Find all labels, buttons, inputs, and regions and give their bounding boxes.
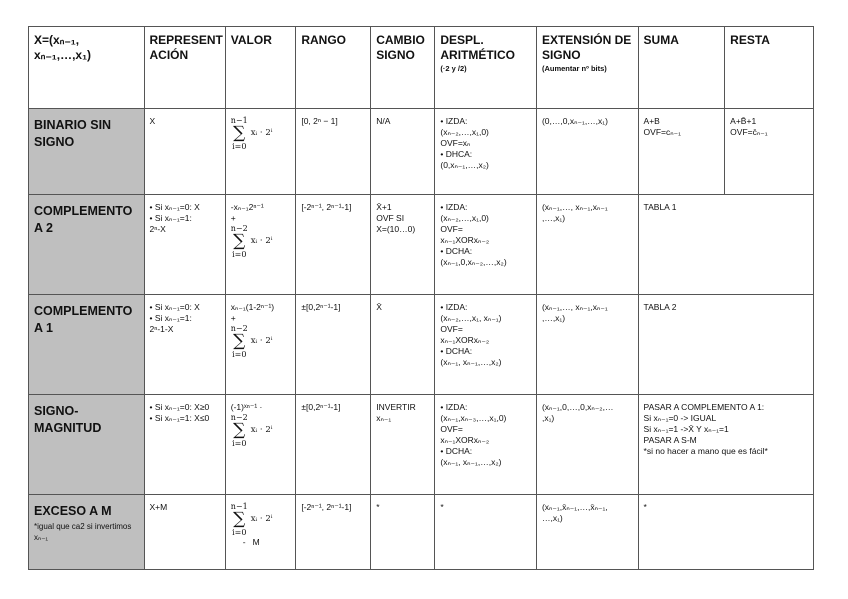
header-desplazamiento-sub: (·2 y /2): [440, 64, 467, 73]
cell-desplazamiento: [435, 195, 537, 295]
sum-lower: i=0: [232, 439, 247, 448]
suma-resta-line: *si no hacer a mano que es fácil*: [643, 446, 768, 456]
cell-suma-resta: [638, 395, 813, 495]
suma-line: OVF=cₙ₋₁: [643, 127, 681, 137]
header-desplazamiento: DESPL. ARITMÉTICO (·2 y /2): [435, 27, 537, 109]
despl-line: OVF=: [440, 424, 463, 434]
sum-expression: xᵢ · 2ⁱ: [250, 128, 273, 138]
row-name: SIGNO-MAGNITUD: [34, 404, 102, 435]
suma-resta-line: PASAR A S-M: [643, 435, 697, 445]
cambio-line: X̄+1: [376, 202, 392, 212]
valor-pre-line: +: [230, 313, 236, 323]
header-cambio-signo: CAMBIO SIGNO: [371, 27, 435, 109]
table-row: [29, 395, 814, 495]
row-name: COMPLEMENTO A 1: [34, 304, 133, 335]
summation-symbol: [231, 413, 248, 448]
sum-lower: i=0: [232, 142, 247, 151]
rango-value: [-2ⁿ⁻¹, 2ⁿ⁻¹-1]: [301, 202, 352, 212]
summation: [231, 116, 291, 151]
repr-line: • Si xₙ₋₁=0: X: [149, 202, 200, 212]
sum-lower: i=0: [232, 250, 247, 259]
despl-line: (xₙ₋₂,…,x₁,0): [440, 213, 489, 223]
row-label: [29, 495, 145, 570]
sigma-icon: ∑: [233, 231, 246, 251]
despl-line: (xₙ₋₂,…,x₁, xₙ₋₁): [440, 313, 502, 323]
cambio-line: INVERTIR: [376, 402, 416, 412]
cell-representacion: [144, 395, 225, 495]
cell-desplazamiento: [435, 395, 537, 495]
cell-cambio-signo: [371, 109, 435, 195]
resta-line: A+B̄+1: [730, 116, 757, 126]
representation-table: [28, 26, 814, 570]
ext-line: …,x₁): [541, 513, 563, 523]
despl-line: (xₙ₋₁,0,xₙ₋₂,…,x₂): [440, 257, 507, 267]
valor-pre-line: +: [230, 213, 236, 223]
ext-line: (xₙ₋₁,x̄ₙ₋₁,…,x̄ₙ₋₁,: [541, 502, 608, 512]
repr-line: 2ⁿ-1-X: [149, 324, 174, 334]
row-label: [29, 395, 145, 495]
row-name: BINARIO SIN SIGNO: [34, 118, 112, 149]
cambio-line: X=(10…0): [376, 224, 416, 234]
despl-line: • IZDA:: [440, 116, 468, 126]
despl-line: • IZDA:: [440, 402, 468, 412]
rango-value: ±[0,2ⁿ⁻¹-1]: [301, 302, 341, 312]
despl-line: • DHCA:: [440, 149, 473, 159]
ext-line: ,…,x₁): [541, 313, 566, 323]
suma-resta-value: TABLA 1: [643, 202, 677, 212]
sum-upper: n−1: [230, 502, 248, 511]
sigma-icon: ∑: [233, 331, 246, 351]
summation: [231, 502, 291, 537]
summation-symbol: [231, 224, 248, 259]
cell-suma-resta: [638, 495, 813, 570]
cell-rango: [296, 495, 371, 570]
cell-extension: [536, 195, 638, 295]
repr-line: • Si xₙ₋₁=0: X≥0: [149, 402, 210, 412]
cambio-line: OVF SI: [376, 213, 405, 223]
sum-upper: n−1: [230, 116, 248, 125]
despl-line: *: [440, 502, 444, 512]
despl-line: (xₙ₋₂,…,x₁,0): [440, 127, 489, 137]
cell-desplazamiento: [435, 495, 537, 570]
cell-resta: [725, 109, 814, 195]
cell-extension: [536, 495, 638, 570]
rango-value: ±[0,2ⁿ⁻¹-1]: [301, 402, 341, 412]
repr-line: 2ⁿ-X: [149, 224, 166, 234]
sum-expression: xᵢ · 2ⁱ: [250, 425, 273, 435]
repr-line: X+M: [149, 502, 168, 512]
repr-line: • Si xₙ₋₁=1:: [149, 313, 192, 323]
summation: [231, 324, 291, 359]
cell-suma: [638, 109, 725, 195]
cambio-line: X̄: [376, 302, 382, 312]
despl-line: xₙ₋₁XORxₙ₋₂: [440, 235, 490, 245]
cell-rango: [296, 295, 371, 395]
cell-valor: [225, 495, 296, 570]
cell-cambio-signo: [371, 195, 435, 295]
table-row: [29, 495, 814, 570]
repr-line: • Si xₙ₋₁=1:: [149, 213, 192, 223]
table-row: [29, 109, 814, 195]
despl-line: • IZDA:: [440, 202, 468, 212]
sigma-icon: ∑: [233, 123, 246, 143]
cell-rango: [296, 195, 371, 295]
ext-line: (xₙ₋₁,0,…,0,xₙ₋₂,…: [541, 402, 614, 412]
despl-line: • IZDA:: [440, 302, 468, 312]
valor-pre-line: xₙ₋₁(1-2ⁿ⁻¹): [230, 302, 275, 312]
table-row: [29, 195, 814, 295]
header-extension: EXTENSIÓN DE SIGNO (Aumentar nº bits): [536, 27, 638, 109]
sum-lower: i=0: [232, 528, 247, 537]
cell-representacion: [144, 495, 225, 570]
repr-line: • Si xₙ₋₁=1: X≤0: [149, 413, 210, 423]
summation-symbol: [231, 116, 248, 151]
repr-line: • Si xₙ₋₁=0: X: [149, 302, 200, 312]
despl-line: • DCHA:: [440, 346, 473, 356]
despl-line: xₙ₋₁XORxₙ₋₂: [440, 335, 490, 345]
suma-resta-line: PASAR A COMPLEMENTO A 1:: [643, 402, 765, 412]
summation-symbol: [231, 502, 248, 537]
cell-suma-resta: [638, 295, 813, 395]
ext-line: ,…,x₁): [541, 213, 566, 223]
cell-extension: [536, 295, 638, 395]
ext-line: (xₙ₋₁,…, xₙ₋₁,xₙ₋₁: [541, 202, 608, 212]
despl-line: • DCHA:: [440, 246, 473, 256]
row-name: EXCESO A M: [34, 504, 112, 518]
suma-resta-value: TABLA 2: [643, 302, 677, 312]
cell-rango: [296, 395, 371, 495]
ext-line: (0,…,0,xₙ₋₁,…,x₁): [541, 116, 608, 126]
suma-resta-line: Si xₙ₋₁=0 -> IGUAL: [643, 413, 717, 423]
cell-rango: [296, 109, 371, 195]
header-resta: RESTA: [725, 27, 814, 109]
despl-line: (xₙ₋₁,xₙ₋₃,…,x₁,0): [440, 413, 507, 423]
cell-cambio-signo: [371, 495, 435, 570]
cambio-line: *: [376, 502, 380, 512]
despl-line: (xₙ₋₁, xₙ₋₁,…,x₂): [440, 457, 502, 467]
rango-value: [0, 2ⁿ − 1]: [301, 116, 338, 126]
cell-valor: [225, 395, 296, 495]
resta-line: OVF=c̄ₙ₋₁: [730, 127, 768, 137]
cell-cambio-signo: [371, 395, 435, 495]
header-representacion: REPRESENT ACIÓN: [144, 27, 225, 109]
sum-lower: i=0: [232, 350, 247, 359]
cell-suma-resta: [638, 195, 813, 295]
cell-valor: [225, 195, 296, 295]
sum-upper: n−2: [230, 224, 248, 233]
despl-line: • DCHA:: [440, 446, 473, 456]
header-extension-sub: (Aumentar nº bits): [541, 64, 607, 73]
row-name: COMPLEMENTO A 2: [34, 204, 133, 235]
row-label: [29, 195, 145, 295]
despl-line: (xₙ₋₁, xₙ₋₁,…,x₂): [440, 357, 502, 367]
suma-resta-line: Si xₙ₋₁=1 ->X̄ Y xₙ₋₁=1: [643, 424, 729, 434]
valor-post: - M: [242, 537, 260, 547]
header-rango: RANGO: [296, 27, 371, 109]
row-label: [29, 295, 145, 395]
header-vector: X=(xₙ₋₁, xₙ₋₁,…,x₁): [29, 27, 145, 109]
cambio-line: xₙ₋₁: [376, 413, 392, 423]
cell-representacion: [144, 295, 225, 395]
valor-pre-line: -xₙ₋₁2ⁿ⁻¹: [230, 202, 264, 212]
sum-expression: xᵢ · 2ⁱ: [250, 514, 273, 524]
suma-resta-value: *: [643, 502, 647, 512]
sum-expression: xᵢ · 2ⁱ: [250, 336, 273, 346]
summation-symbol: [231, 324, 248, 359]
cell-cambio-signo: [371, 295, 435, 395]
cell-representacion: [144, 195, 225, 295]
cell-extension: [536, 109, 638, 195]
cell-desplazamiento: [435, 295, 537, 395]
sigma-icon: ∑: [233, 509, 246, 529]
despl-line: OVF=: [440, 224, 463, 234]
rango-value: [-2ⁿ⁻¹, 2ⁿ⁻¹-1]: [301, 502, 352, 512]
header-suma: SUMA: [638, 27, 725, 109]
repr-line: X: [149, 116, 156, 126]
ext-line: ,x₁): [541, 413, 555, 423]
header-valor: VALOR: [225, 27, 296, 109]
cell-desplazamiento: [435, 109, 537, 195]
sigma-icon: ∑: [233, 420, 246, 440]
cell-extension: [536, 395, 638, 495]
despl-line: OVF=: [440, 324, 463, 334]
summation: [231, 413, 291, 448]
ext-line: (xₙ₋₁,…, xₙ₋₁,xₙ₋₁: [541, 302, 608, 312]
table-row: [29, 295, 814, 395]
sum-expression: xᵢ · 2ⁱ: [250, 236, 273, 246]
cell-valor: [225, 109, 296, 195]
cell-representacion: [144, 109, 225, 195]
cell-valor: [225, 295, 296, 395]
despl-line: OVF=xₙ: [440, 138, 471, 148]
despl-line: (0,xₙ₋₁,…,x₂): [440, 160, 489, 170]
sum-upper: n−2: [230, 413, 248, 422]
despl-line: xₙ₋₁XORxₙ₋₂: [440, 435, 490, 445]
header-row: [29, 27, 814, 109]
suma-line: A+B: [643, 116, 660, 126]
valor-pre-line: (-1)ˣⁿ⁻¹ ·: [230, 402, 263, 412]
summation: [231, 224, 291, 259]
cambio-line: N/A: [376, 116, 391, 126]
row-label: [29, 109, 145, 195]
sum-upper: n−2: [230, 324, 248, 333]
row-note: *igual que ca2 si invertimos xₙ₋₁: [34, 522, 132, 542]
